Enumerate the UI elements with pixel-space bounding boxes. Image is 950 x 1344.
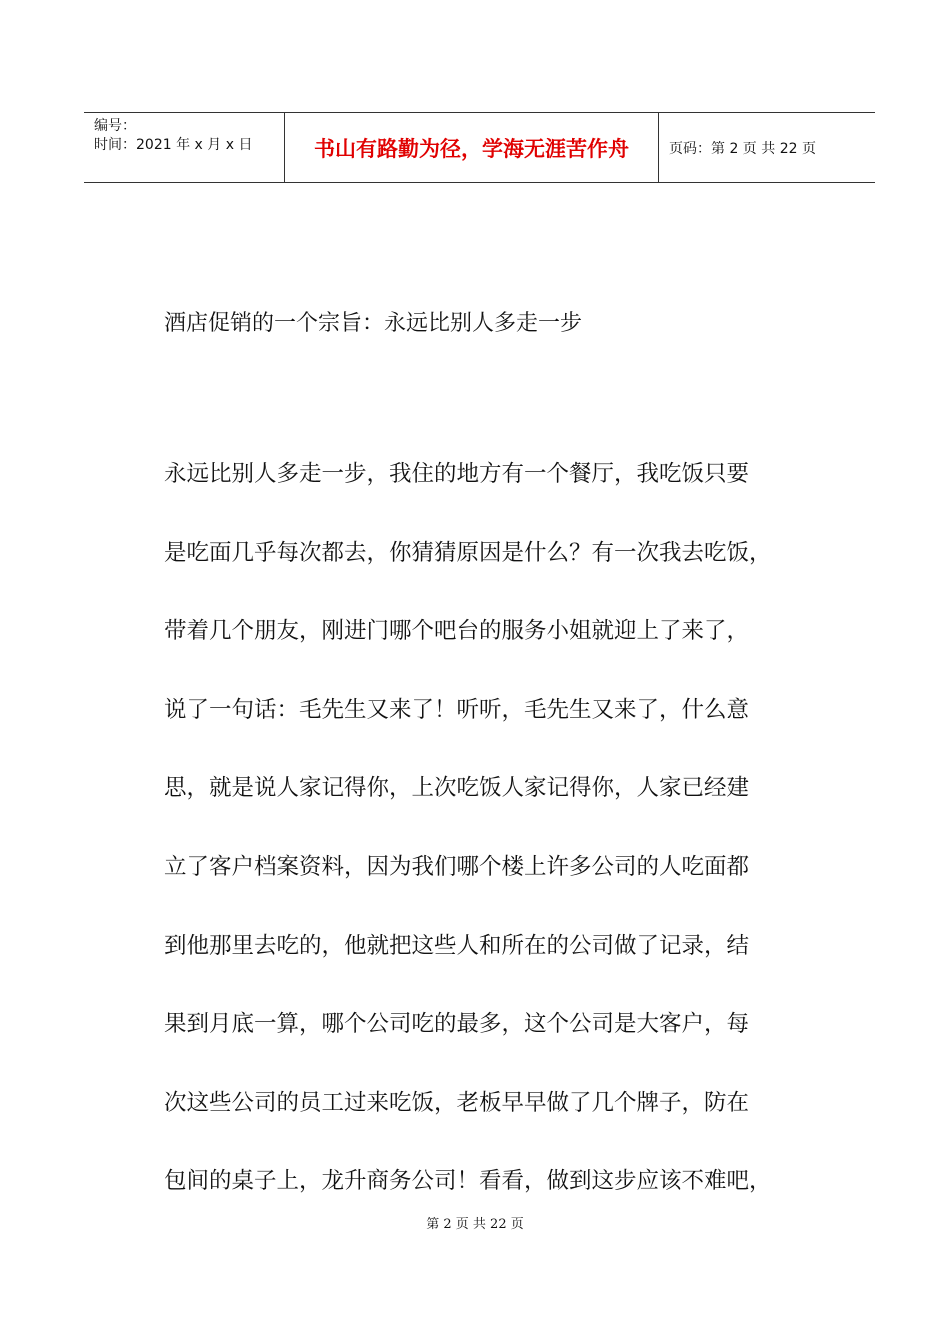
body-line: 到他那里去吃的，他就把这些人和所在的公司做了记录，结 [164,932,750,959]
header-table [84,112,875,183]
number-label: 编号： [94,118,136,134]
motto-text: 书山有路勤为径，学海无涯苦作舟 [314,136,629,161]
body-line: 次这些公司的员工过来吃饭，老板早早做了几个牌子，防在 [164,1089,750,1116]
body-line: 包间的桌子上，龙升商务公司！看看，做到这步应该不难吧， [164,1168,772,1195]
page-label: 页码：第 2 页 共 22 页 [669,140,816,157]
header-motto-cell [285,113,659,182]
body-line: 立了客户档案资料，因为我们哪个楼上许多公司的人吃面都 [164,853,750,880]
body-line: 思，就是说人家记得你，上次吃饭人家记得你，人家已经建 [164,775,750,802]
body-text [164,457,804,1243]
body-line: 永远比别人多走一步，我住的地方有一个餐厅，我吃饭只要 [164,461,750,487]
header-meta-cell [84,113,285,182]
body-line: 带着几个朋友，刚进门哪个吧台的服务小姐就迎上了来了， [164,618,750,645]
body-line: 说了一句话：毛先生又来了！听听，毛先生又来了，什么意 [164,696,750,723]
body-line: 是吃面几乎每次都去，你猜猜原因是什么？有一次我去吃饭， [164,539,772,566]
document-title: 酒店促销的一个宗旨：永远比别人多走一步 [164,311,583,336]
page-footer: 第 2 页 共 22 页 [426,1217,524,1232]
body-line: 果到月底一算，哪个公司吃的最多，这个公司是大客户，每 [164,1011,750,1038]
time-label: 时间：2021 年 x 月 x 日 [94,137,253,153]
header-page-cell [659,113,875,182]
